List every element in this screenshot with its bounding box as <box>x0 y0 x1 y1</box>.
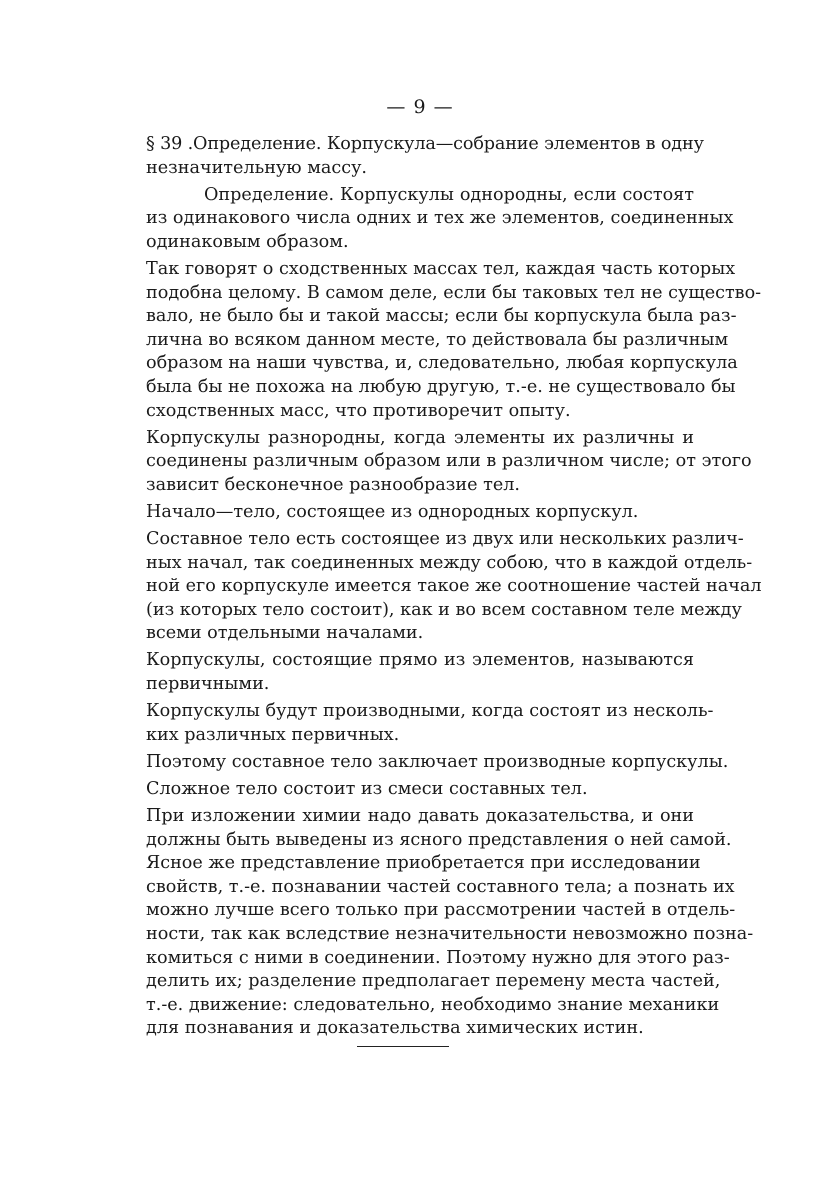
text-line: Ясное же представление приобретается при исследовании <box>146 853 701 874</box>
page-number: — 9 — <box>386 96 454 118</box>
paragraph-definition-corpuscle <box>146 133 704 180</box>
text-line: Начало—тело, состоящее из однородных корпускул. <box>146 501 639 522</box>
text-line: для познавания и доказательства химических истин. <box>146 1018 644 1039</box>
text-line: Сложное тело состоит из смеси составных тел. <box>146 778 588 799</box>
closing-rule <box>357 1046 449 1047</box>
text-line: свойств, т.-е. познавании частей составного тела; а познать их <box>146 876 735 897</box>
text-line: делить их; разделение предполагает перемену места частей, <box>146 971 721 992</box>
paragraph-complex-body <box>146 778 694 802</box>
text-line: можно лучше всего только при рассмотрении частей в отдель- <box>146 900 736 921</box>
text-line: ких различных первичных. <box>146 724 400 745</box>
text-line: ных начал, так соединенных между собою, что в каждой отдель- <box>146 552 753 573</box>
text-line: Корпускулы разнородны, когда элементы их различны и <box>146 427 694 448</box>
text-line: зависит бесконечное разнообразие тел. <box>146 474 521 495</box>
text-line: т.-е. движение: следовательно, необходимо знание механики <box>146 994 720 1015</box>
text-line: При изложении химии надо давать доказательства, и они <box>146 806 694 827</box>
paragraph-compound-contains-derived <box>146 751 729 775</box>
paragraph-primary-corpuscles <box>146 649 694 696</box>
text-line: Определение. Корпускулы однородны, если состоят <box>204 184 694 205</box>
text-line: Составное тело есть состоящее из двух или нескольких различ- <box>146 529 744 549</box>
text-line: вало, не было бы и такой массы; если бы корпускула была раз- <box>146 306 737 327</box>
text-line: комиться с ними в соединении. Поэтому нужно для этого раз- <box>146 947 730 968</box>
text-line: одинаковым образом. <box>146 231 349 252</box>
text-line: первичными. <box>146 674 270 695</box>
text-line: ной его корпускуле имеется такое же соотношение частей начал <box>146 576 762 597</box>
text-line: Так говорят о сходственных массах тел, каждая часть которых <box>146 258 736 279</box>
paragraph-chemistry-proofs <box>146 805 754 1041</box>
text-line: Корпускулы, состоящие прямо из элементов, называются <box>146 650 694 671</box>
text-line: была бы не похожа на любую другую, т.-е. не существовало бы <box>146 376 736 397</box>
text-line: Корпускулы будут производными, когда состоят из несколь- <box>146 701 714 722</box>
text-line: незначительную массу. <box>146 157 368 178</box>
paragraph-compound-body <box>146 528 762 646</box>
paragraph-principle <box>146 501 694 525</box>
paragraph-definition-homogeneous <box>146 184 734 255</box>
text-line: (из которых тело состоит), как и во всем составном теле между <box>146 599 742 620</box>
text-line: сходственных масс, что противоречит опыту. <box>146 400 571 421</box>
text-line: лична во всяком данном месте, то действовала бы различным <box>146 329 729 350</box>
text-line: ности, так как вследствие незначительности невозможно позна- <box>146 924 754 944</box>
body-text <box>146 133 762 1041</box>
text-line: Поэтому составное тело заключает производные корпускулы. <box>146 751 729 772</box>
paragraph-derived-corpuscles <box>146 700 714 747</box>
paragraph-similar-masses <box>146 258 762 423</box>
text-line: всеми отдельными началами. <box>146 623 424 644</box>
paragraph-heterogeneous <box>146 427 752 498</box>
text-line: должны быть выведены из ясного представления о ней самой. <box>146 829 732 850</box>
text-line: из одинакового числа одних и тех же элементов, соединенных <box>146 208 734 229</box>
text-line: § 39 .Определение. Корпускула—собрание элементов в одну <box>146 134 704 154</box>
text-line: соединены различным образом или в различном числе; от этого <box>146 451 752 472</box>
text-line: подобна целому. В самом деле, если бы таковых тел не существо- <box>146 282 762 303</box>
text-line: образом на наши чувства, и, следовательно, любая корпускула <box>146 353 738 374</box>
